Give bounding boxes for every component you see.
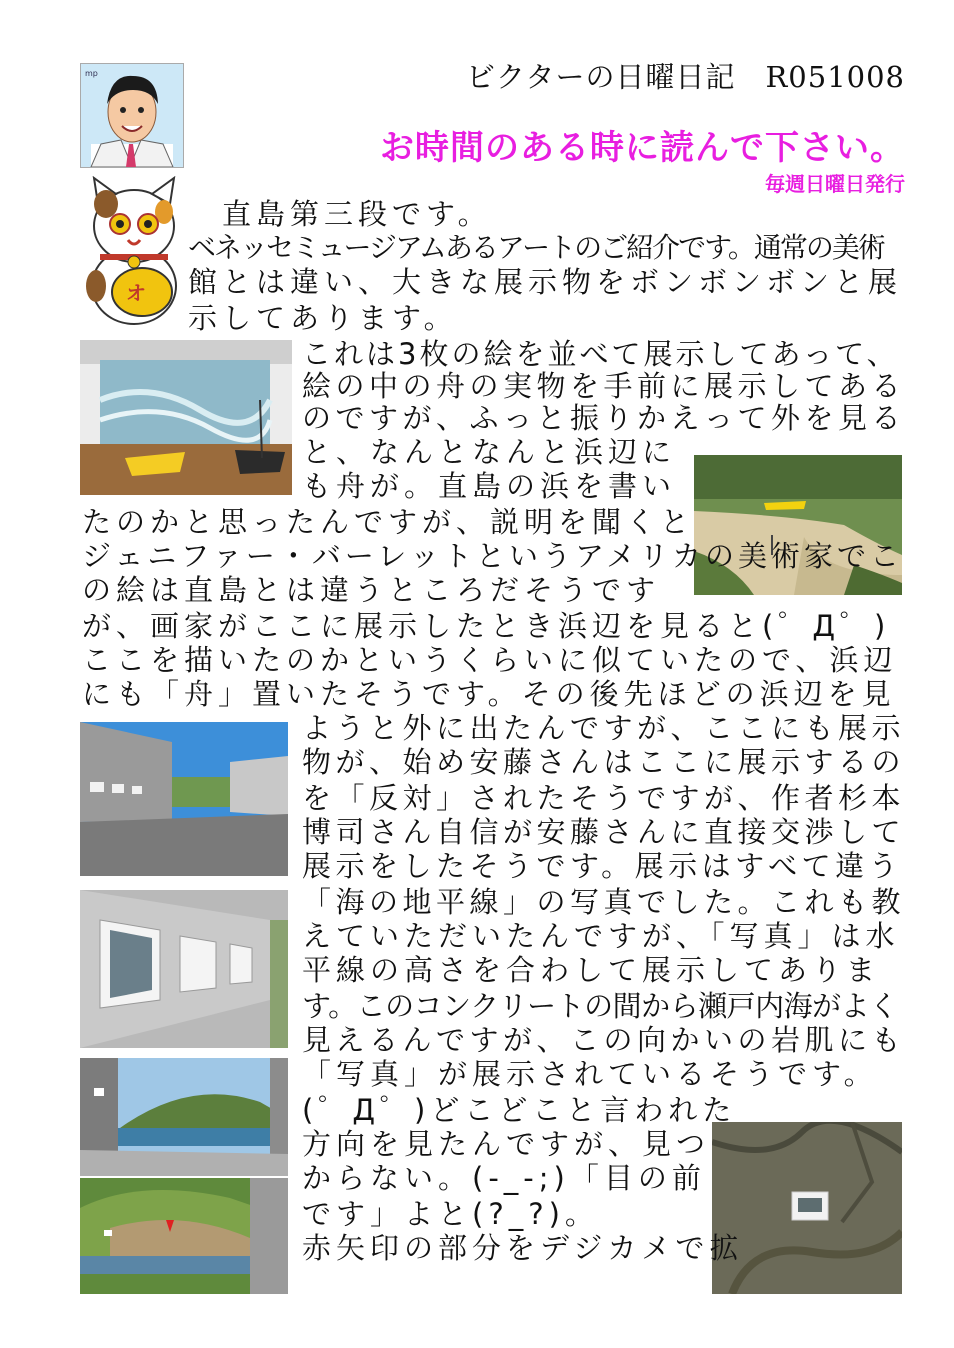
- body-line: 「写真」が展示されているそうです。: [302, 1057, 878, 1091]
- author-avatar: [80, 63, 184, 168]
- body-line: えていただいたんですが、「写真」は水: [302, 919, 900, 953]
- body-line: 赤矢印の部分をデジカメで拡: [302, 1231, 744, 1265]
- lucky-cat-illustration: [84, 176, 184, 326]
- body-line: 方向を見たんですが、見つ: [302, 1127, 711, 1161]
- body-line: 物が、始め安藤さんはここに展示するの: [302, 745, 906, 779]
- publication-frequency: 毎週日曜日発行: [765, 172, 905, 196]
- body-line: たのかと思ったんですが、説明を聞くと: [82, 505, 695, 539]
- body-line: にも「舟」置いたそうです。その後先ほどの浜辺を見: [82, 677, 896, 711]
- body-line: ベネッセミュージアムあるアートのご紹介です。通常の美術: [188, 231, 884, 264]
- concrete-wall-photographs-photo: [80, 890, 288, 1048]
- body-line: 「海の地平線」の写真でした。これも教: [302, 885, 906, 919]
- body-line: 平線の高さを合わして展示してありま: [302, 953, 881, 987]
- diary-title: ビクターの日曜日記 R051008: [466, 60, 905, 94]
- cliff-red-arrow-photo: [80, 1178, 288, 1294]
- body-line: す。このコンクリートの間から瀬戸内海がよく: [302, 989, 898, 1023]
- body-line: 示してあります。: [188, 301, 458, 335]
- body-line: からない。(-_-;)「目の前: [302, 1161, 706, 1195]
- concrete-courtyard-photo: [80, 722, 288, 876]
- body-line: です」よと(?_?)。: [302, 1197, 599, 1231]
- body-line: これは3枚の絵を並べて展示してあって、: [302, 337, 899, 371]
- body-line: (゜Д゜)どこどこと言われた: [302, 1093, 737, 1127]
- svg-text:mp: mp: [85, 69, 98, 78]
- rock-face-zoom-photo: [712, 1122, 902, 1294]
- body-line: 絵の中の舟の実物を手前に展示してある: [302, 369, 906, 403]
- body-line: ここを描いたのかというくらいに似ていたので、浜辺: [82, 643, 898, 677]
- body-line: も舟が。直島の浜を書い: [302, 469, 677, 503]
- body-line: を「反対」されたそうですが、作者杉本: [302, 781, 906, 815]
- gallery-boat-painting-photo: [80, 340, 292, 495]
- body-line: 展示をしたそうです。展示はすべて違う: [302, 849, 903, 883]
- body-line: が、画家がここに展示したとき浜辺を見ると(゜Д゜): [82, 609, 891, 643]
- island-view-photo: [80, 1058, 288, 1176]
- body-line: 見えるんですが、この向かいの岩肌にも: [302, 1023, 906, 1057]
- beach-boat-photo: [694, 455, 902, 595]
- body-line: と、なんとなんと浜辺に: [302, 435, 677, 469]
- body-line: 博司さん自信が安藤さんに直接交渉して: [302, 815, 906, 849]
- body-line: の絵は直島とは違うところだそうです: [82, 573, 661, 607]
- diary-subtitle: お時間のある時に読んで下さい。: [380, 128, 905, 168]
- body-line: ジェニファー・バーレットというアメリカの美術家でこ: [82, 539, 903, 573]
- body-line: 直島第三段です。: [188, 197, 492, 231]
- body-line: ようと外に出たんですが、ここにも展示: [302, 711, 906, 745]
- body-line: 館とは違い、大きな展示物をボンボンボンと展: [188, 265, 903, 299]
- body-line: のですが、ふっと振りかえって外を見る: [302, 401, 906, 435]
- svg-text:オ: オ: [126, 281, 146, 305]
